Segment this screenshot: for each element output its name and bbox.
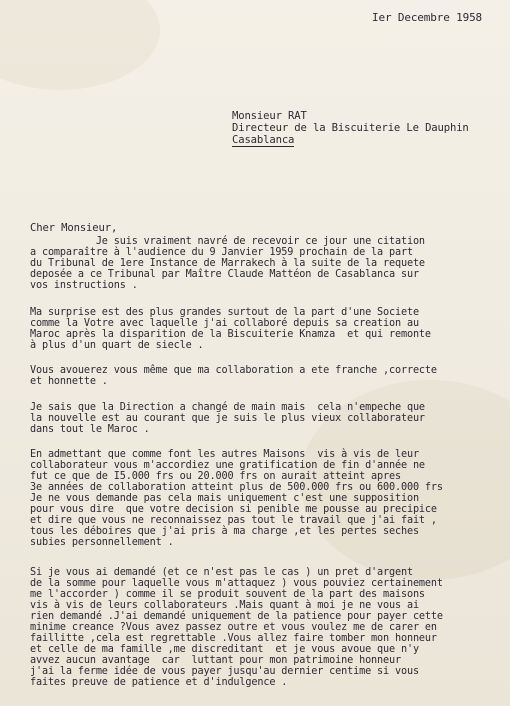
text-line: Si je vous ai demandé (et ce n'est pas le cas ) un pret d'argent bbox=[30, 567, 413, 578]
text-line: la nouvelle est au courant que je suis le plus vieux collaborateur bbox=[30, 413, 425, 424]
text-line: pour vous dire que votre decision si penible me pousse au precipice bbox=[30, 504, 437, 515]
text-line: j'ai la ferme idée de vous payer jusqu'au dernier centime si vous bbox=[30, 666, 419, 677]
text-line: faillitte ,cela est regrettable .Vous allez faire tomber mon honneur bbox=[30, 633, 437, 644]
text-line: a comparaître à l'audience du 9 Janvier 1959 prochain de la part bbox=[30, 247, 413, 258]
text-line: minime creance ?Vous avez passez outre et vous voulez me de carer en bbox=[30, 622, 437, 633]
text-line: me l'accorder ) comme il se produit souvent de la part des maisons bbox=[30, 589, 425, 600]
text-line: à plus d'un quart de siecle . bbox=[30, 340, 204, 351]
text-line: du Tribunal de 1ere Instance de Marrakech à la suite de la requete bbox=[30, 258, 425, 269]
text-line: et honnette . bbox=[30, 376, 108, 387]
text-line: deposée a ce Tribunal par Maître Claude Mattéon de Casablanca sur bbox=[30, 269, 419, 280]
paragraph-2 bbox=[30, 307, 504, 351]
text-line: Je suis vraiment navré de recevoir ce jour une citation bbox=[30, 236, 425, 247]
text-line: fut ce que de I5.000 frs ou 20.000 frs on aurait atteint apres bbox=[30, 471, 401, 482]
text-line: et dire que vous ne reconnaissez pas tout le travail que j'ai fait , bbox=[30, 515, 437, 526]
text-line: Je ne vous demande pas cela mais uniquement c'est une supposition bbox=[30, 493, 419, 504]
text-line: faites preuve de patience et d'indulgence . bbox=[30, 677, 288, 688]
recipient-title: Directeur de la Biscuiterie Le Dauphin bbox=[232, 122, 469, 134]
paragraph-1 bbox=[30, 236, 504, 291]
text-line: Maroc après la disparition de la Biscuiterie Knamza et qui remonte bbox=[30, 329, 431, 340]
paragraph-3 bbox=[30, 365, 504, 387]
text-line: vis à vis de leurs collaborateurs .Mais quant à moi je ne vous ai bbox=[30, 600, 419, 611]
paragraph-4 bbox=[30, 402, 504, 435]
text-line: avvez aucun avantage car luttant pour mon patrimoine honneur bbox=[30, 655, 401, 666]
text-line: En admettant que comme font les autres Maisons vis à vis de leur bbox=[30, 449, 419, 460]
text-line: tous les déboires que j'ai pris à ma charge ,et les pertes seches bbox=[30, 526, 419, 537]
text-line: Vous avouerez vous même que ma collaboration a ete franche ,correcte bbox=[30, 365, 437, 376]
text-line: rien demandé .J'ai demandé uniquement de la patience pour payer cette bbox=[30, 611, 443, 622]
text-line: dans tout le Maroc . bbox=[30, 424, 150, 435]
paper-stain bbox=[0, 0, 160, 90]
text-line: de la somme pour laquelle vous m'attaquez ) vous pouviez certainement bbox=[30, 578, 443, 589]
salutation: Cher Monsieur, bbox=[30, 222, 118, 234]
text-line: comme la Votre avec laquelle j'ai collaboré depuis sa creation au bbox=[30, 318, 419, 329]
text-line: et celle de ma famille ,me discreditant et je vous avoue que n'y bbox=[30, 644, 419, 655]
paragraph-6 bbox=[30, 567, 504, 688]
text-line: subies personnellement . bbox=[30, 537, 174, 548]
text-line: 3e années de collaboration atteint plus de 500.000 frs ou 600.000 frs bbox=[30, 482, 443, 493]
text-line: vos instructions . bbox=[30, 280, 138, 291]
paragraph-5 bbox=[30, 449, 504, 548]
letter-date: Ier Decembre 1958 bbox=[372, 11, 483, 24]
text-line: Je sais que la Direction a changé de main mais cela n'empeche que bbox=[30, 402, 425, 413]
text-line: Ma surprise est des plus grandes surtout de la part d'une Societe bbox=[30, 307, 419, 318]
text-line: collaborateur vous m'accordiez une gratification de fin d'année ne bbox=[30, 460, 425, 471]
recipient-city: Casablanca bbox=[232, 134, 295, 146]
recipient-name: Monsieur RAT bbox=[232, 110, 307, 122]
